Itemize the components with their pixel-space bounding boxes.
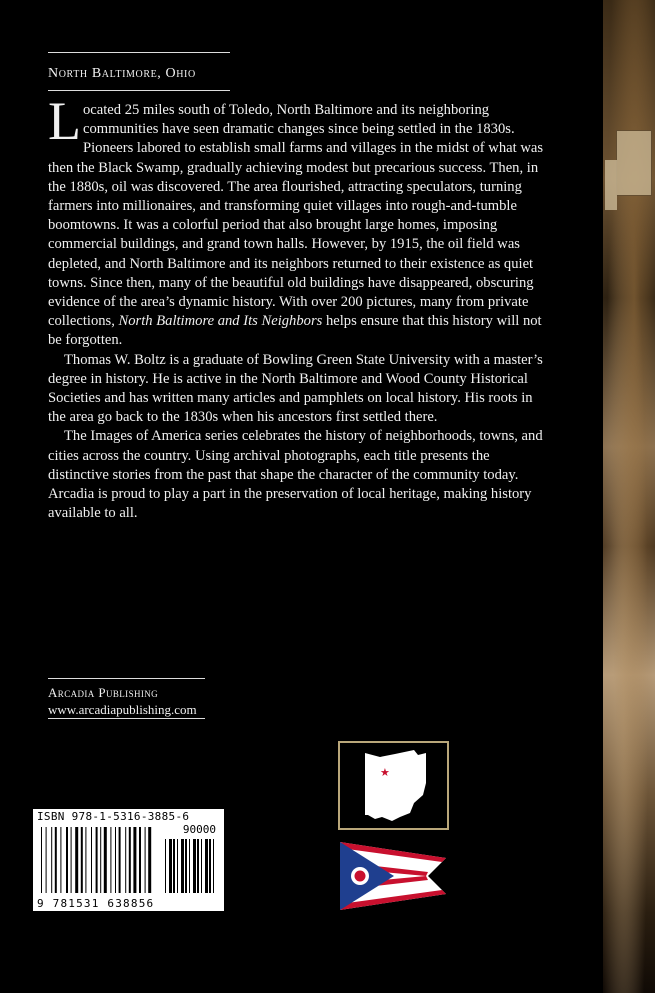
price-bar (181, 839, 184, 893)
price-bar (201, 839, 202, 893)
barcode-bar (133, 827, 136, 893)
price-bar (169, 839, 172, 893)
barcode-bar (41, 827, 42, 893)
barcode-bar (66, 827, 68, 893)
intro-text-a: ocated 25 miles south of Toledo, North Baltimore and its neighboring communities have seen dramatic changes since being settled in the 1830s. Pioneers labored to establish small farms and villages in the midst of what was then the Black Swamp, gradually achieving modest but precarious success. Then, in the 1880s, oil was discovered. The area flourished, attracting speculators, turning farmers into millionaires, and transforming quiet villages into rough-and-tumble boomtowns. It was a colorful period that also brought large homes, imposing commercial buildings, and grand town halls. However, by 1915, the oil field was depleted, and North Baltimore and its neighbors returned to their existence as quiet towns. Since then, many of the beautiful old buildings have disappeared, obscuring evidence of the area’s dynamic history. With over 200 pictures, many from private collections, (48, 102, 544, 330)
price-bar (165, 839, 166, 893)
ohio-flag-frame (338, 838, 449, 914)
barcode-bar (55, 827, 57, 893)
description-text (48, 91, 554, 523)
price-code: 90000 (182, 823, 216, 836)
barcode-bar (85, 827, 86, 893)
barcode-bar (125, 827, 126, 893)
price-bar (209, 839, 211, 893)
price-bar (193, 839, 196, 893)
paragraph-author: Thomas W. Boltz is a graduate of Bowling Green State University with a master’s degree in history. He is active in the North Baltimore and Wood County Historical Societies and has written many articles and pamphlets on local history. His roots in the area go back to the 1830s when his ancestors first settled there. (48, 351, 543, 426)
isbn-text: ISBN 978-1-5316-3885-6 (37, 810, 190, 823)
price-bar (213, 839, 214, 893)
svg-text:★: ★ (380, 766, 390, 779)
publisher-url: www.arcadiapublishing.com (48, 702, 197, 717)
barcode-bar (75, 827, 78, 893)
barcode (33, 809, 224, 911)
photo-sign-edge (605, 160, 617, 210)
barcode-bar (60, 827, 61, 893)
series-heading: North Baltimore, Ohio (48, 66, 196, 81)
ohio-map-icon (340, 743, 447, 828)
barcode-bar (91, 827, 92, 893)
dropcap: L (48, 91, 81, 151)
barcode-digits: 9 781531 638856 (37, 897, 155, 910)
book-title: North Baltimore and Its Neighbors (118, 313, 323, 330)
price-bar (185, 839, 187, 893)
ohio-map-frame (338, 741, 449, 830)
ohio-flag-icon (338, 838, 449, 914)
barcode-bar (119, 827, 121, 893)
barcode-bar (115, 827, 116, 893)
barcode-bar (104, 827, 107, 893)
price-bar (205, 839, 208, 893)
price-bar (177, 839, 178, 893)
barcode-bar (129, 827, 131, 893)
barcode-bar (100, 827, 101, 893)
barcode-bars (33, 809, 224, 911)
paragraph-series: The Images of America series celebrates the history of neighborhoods, towns, and cities across the country. Using archival photographs, each title presents the distinctive stories from the past that shape the character of the community today. Arcadia is proud to play a part in the preservation of local heritage, making history available to all. (48, 428, 543, 522)
publisher-rule-bottom (48, 718, 205, 719)
price-bar (197, 839, 199, 893)
barcode-bar (81, 827, 83, 893)
publisher-name: Arcadia Publishing (48, 685, 159, 700)
intro-text-b: helps ensure that this history will not be forgotten. (48, 313, 542, 349)
barcode-bar (51, 827, 52, 893)
barcode-bar (71, 827, 72, 893)
barcode-bar (148, 827, 151, 893)
barcode-bar (145, 827, 146, 893)
publisher-block (48, 684, 197, 718)
price-bar (173, 839, 175, 893)
photo-sign (616, 130, 652, 196)
barcode-bar (139, 827, 141, 893)
top-rule (48, 52, 230, 53)
barcode-bar (46, 827, 47, 893)
publisher-rule-top (48, 678, 205, 679)
barcode-bar (110, 827, 111, 893)
barcode-bar (96, 827, 98, 893)
paragraph-intro (48, 91, 554, 351)
price-bar (189, 839, 190, 893)
